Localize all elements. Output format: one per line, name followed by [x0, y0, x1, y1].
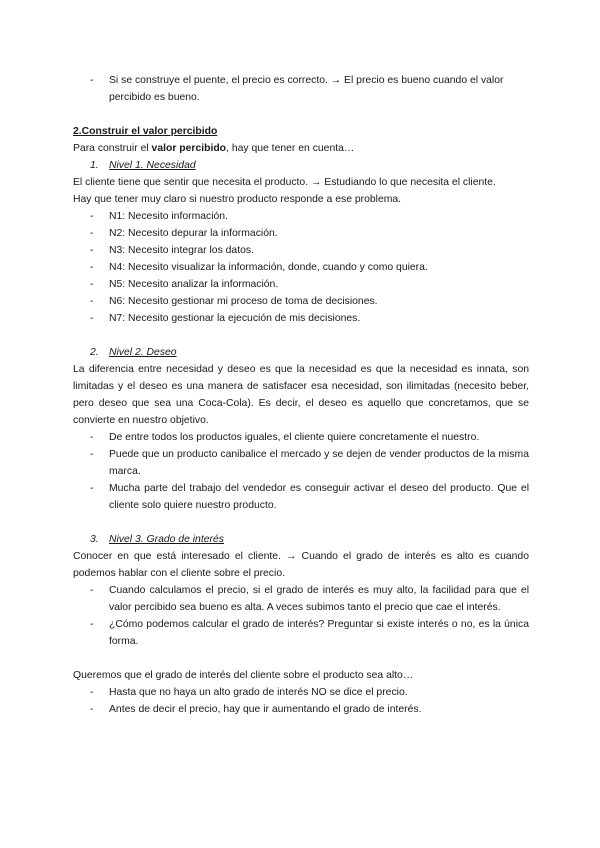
intro-bullet — [73, 72, 529, 106]
list-item: - N4: Necesito visualizar la información, donde, cuando y como quiera. — [73, 259, 529, 276]
list-item: - N5: Necesito analizar la información. — [73, 276, 529, 293]
intro-bullet-line2: percibido es bueno. — [109, 92, 200, 103]
level3-list — [73, 582, 529, 650]
section-title: 2.Construir el valor percibido — [73, 126, 218, 137]
list-item: - De entre todos los productos iguales, el cliente quiere concretamente el nuestro. — [73, 429, 529, 446]
list-item: - N7: Necesito gestionar la ejecución de mis decisiones. — [73, 310, 529, 327]
level3-paragraph: Conocer en que está interesado el cliente. → Cuando el grado de interés es alto es cuando podemos hablar con el cliente sobre el precio. — [73, 551, 529, 579]
level1-list — [73, 208, 529, 327]
section-lead-bold: valor percibido — [151, 143, 227, 154]
list-item: - Puede que un producto canibalice el mercado y se dejen de vender productos de la misma marca. — [73, 446, 529, 480]
section-lead-prefix: Para construir el — [73, 143, 152, 154]
level2-title: Nivel 2. Deseo — [109, 347, 177, 358]
level1-title: Nivel 1. Necesidad — [109, 160, 196, 171]
level3-number: 3. — [90, 534, 99, 545]
document-page — [73, 72, 529, 718]
level1-line2: Hay que tener muy claro si nuestro producto responde a ese problema. — [73, 194, 402, 205]
closing-lead: Queremos que el grado de interés del cliente sobre el producto sea alto… — [73, 670, 414, 681]
level2-heading — [73, 344, 529, 361]
list-item: - Mucha parte del trabajo del vendedor es conseguir activar el deseo del producto. Que el cliente solo quiere nuestro producto. — [73, 480, 529, 514]
level1-number: 1. — [90, 160, 99, 171]
list-item: - N3: Necesito integrar los datos. — [73, 242, 529, 259]
list-item: - ¿Cómo podemos calcular el grado de interés? Preguntar si existe interés o no, es la única forma. — [73, 616, 529, 650]
intro-bullet-line1: Si se construye el puente, el precio es correcto. → El precio es bueno cuando el valor — [109, 75, 504, 86]
list-item: - Antes de decir el precio, hay que ir aumentando el grado de interés. — [73, 701, 529, 718]
level1-line1: El cliente tiene que sentir que necesita el producto. → Estudiando lo que necesita el cliente. — [73, 177, 496, 188]
level2-paragraph: La diferencia entre necesidad y deseo es que la necesidad es que la necesidad es innata, son limitadas y el deseo es una manera de satisfacer esa necesidad, son ilimitadas (necesito beber, pero deseo que sea una Coca-Cola). Es decir, el deseo es aquello que concretamos, que se convierte en nuestro objetivo. — [73, 364, 529, 426]
level2-number: 2. — [90, 347, 99, 358]
level2-list — [73, 429, 529, 514]
closing-list — [73, 684, 529, 718]
level3-title: Nivel 3. Grado de interés — [109, 534, 224, 545]
section-lead — [73, 140, 529, 157]
list-item: - Hasta que no haya un alto grado de interés NO se dice el precio. — [73, 684, 529, 701]
list-item: - N2: Necesito depurar la información. — [73, 225, 529, 242]
section-lead-suffix: , hay que tener en cuenta… — [226, 143, 355, 154]
level3-heading — [73, 531, 529, 548]
level1-heading — [73, 157, 529, 174]
list-item: - N6: Necesito gestionar mi proceso de toma de decisiones. — [73, 293, 529, 310]
list-item: - Cuando calculamos el precio, si el grado de interés es muy alto, la facilidad para que el valor percibido sea bueno es alta. A veces subimos tanto el precio que cae el interés. — [73, 582, 529, 616]
list-item: - N1: Necesito información. — [73, 208, 529, 225]
